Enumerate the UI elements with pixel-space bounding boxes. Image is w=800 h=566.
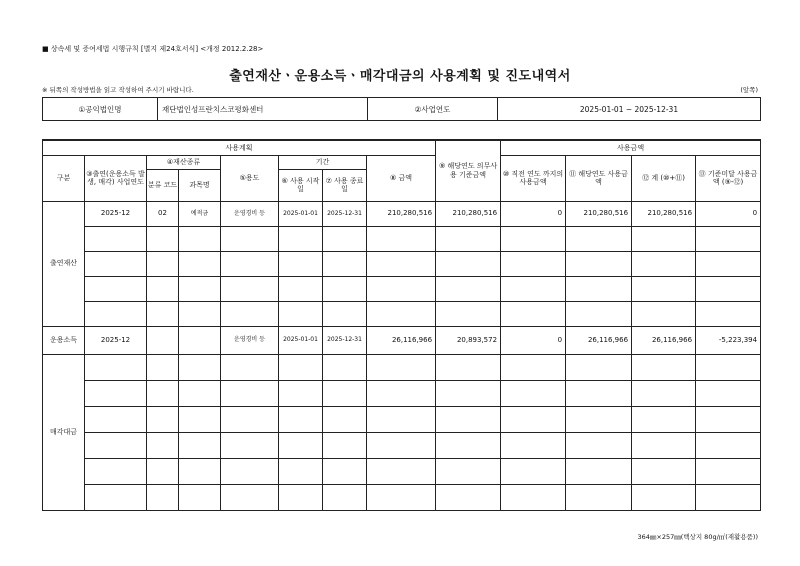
row1-prev: 0 [501, 201, 566, 226]
table-row [43, 326, 761, 354]
row1-subject: 예적금 [179, 201, 221, 226]
col6-header: ⑥ 사용 시작일 [279, 169, 323, 201]
col10-header: ⑩ 직전 연도 까지의 사용금액 [501, 155, 566, 201]
row2-use: 운영경비 등 [221, 326, 279, 354]
col13-header: ⑬ 기준미달 사용금액 (⑨-⑫) [696, 155, 761, 201]
table-row [43, 354, 761, 380]
row2-start: 2025-01-01 [279, 326, 323, 354]
section-label-contributed: 출연재산 [43, 201, 85, 326]
fiscal-year-value: 2025-01-01 ~ 2025-12-31 [498, 98, 761, 121]
row1-code: 02 [147, 201, 179, 226]
row1-sum: 210,280,516 [632, 201, 696, 226]
fiscal-year-label: ②사업연도 [368, 98, 498, 121]
row1-year: 2025-12 [85, 201, 147, 226]
row1-end: 2025-12-31 [323, 201, 367, 226]
section-label-sale: 매각대금 [43, 354, 85, 510]
row2-base: 20,893,572 [436, 326, 501, 354]
plan-header: 사용계획 [43, 140, 436, 155]
col4b-header: 과목명 [179, 169, 221, 201]
instruction-note: ※ 뒤쪽의 작성방법을 읽고 작성하여 주시기 바랍니다. [42, 86, 194, 94]
table-row [43, 226, 761, 251]
row2-end: 2025-12-31 [323, 326, 367, 354]
form-reference: ■ 상속세 및 증여세법 시행규칙 [별지 제24호서식] <개정 2012.2.28> [42, 45, 264, 53]
row1-use: 운영경비 등 [221, 201, 279, 226]
table-row [43, 301, 761, 326]
row1-cur: 210,280,516 [566, 201, 632, 226]
col12-header: ⑫ 계 (⑩+⑪) [632, 155, 696, 201]
page-title: 출연재산ㆍ운용소득ㆍ매각대금의 사용계획 및 진도내역서 [229, 69, 571, 84]
col4a-header: 분류 코드 [147, 169, 179, 201]
info-table [42, 97, 761, 121]
row1-base: 210,280,516 [436, 201, 501, 226]
page-side-label: (앞쪽) [740, 86, 758, 94]
org-name-label: ①공익법인명 [43, 98, 158, 121]
table-row [43, 201, 761, 226]
row1-short: 0 [696, 201, 761, 226]
gubun-header: 구분 [43, 155, 85, 201]
table-row [43, 458, 761, 484]
paper-spec-footer: 364㎜×257㎜(백상지 80g/㎡(재활용품)) [637, 533, 758, 541]
plan-table [42, 139, 761, 511]
col9-header: ⑨ 해당연도 의무사용 기준금액 [436, 140, 501, 201]
table-row [43, 251, 761, 276]
table-row [43, 276, 761, 301]
col4-header: ④재산종류 [147, 155, 221, 169]
row2-prev: 0 [501, 326, 566, 354]
table-row [43, 484, 761, 510]
row1-start: 2025-01-01 [279, 201, 323, 226]
section-label-operating: 운용소득 [43, 326, 85, 354]
row1-amount: 210,280,516 [367, 201, 436, 226]
org-name-value: 재단법인성프란치스코평화센터 [158, 98, 368, 121]
col7-header: ⑦ 사용 종료일 [323, 169, 367, 201]
usage-header: 사용금액 [501, 140, 761, 155]
row2-cur: 26,116,966 [566, 326, 632, 354]
col11-header: ⑪ 해당연도 사용금액 [566, 155, 632, 201]
row2-short: -5,223,394 [696, 326, 761, 354]
table-row [43, 406, 761, 432]
col8-header: ⑧ 금액 [367, 155, 436, 201]
table-row [43, 380, 761, 406]
table-row [43, 432, 761, 458]
row2-amount: 26,116,966 [367, 326, 436, 354]
col3-header: ③출연(운용소득 발생, 매각) 사업연도 [85, 155, 147, 201]
col5-header: ⑤용도 [221, 155, 279, 201]
row2-sum: 26,116,966 [632, 326, 696, 354]
period-header: 기간 [279, 155, 367, 169]
row2-year: 2025-12 [85, 326, 147, 354]
